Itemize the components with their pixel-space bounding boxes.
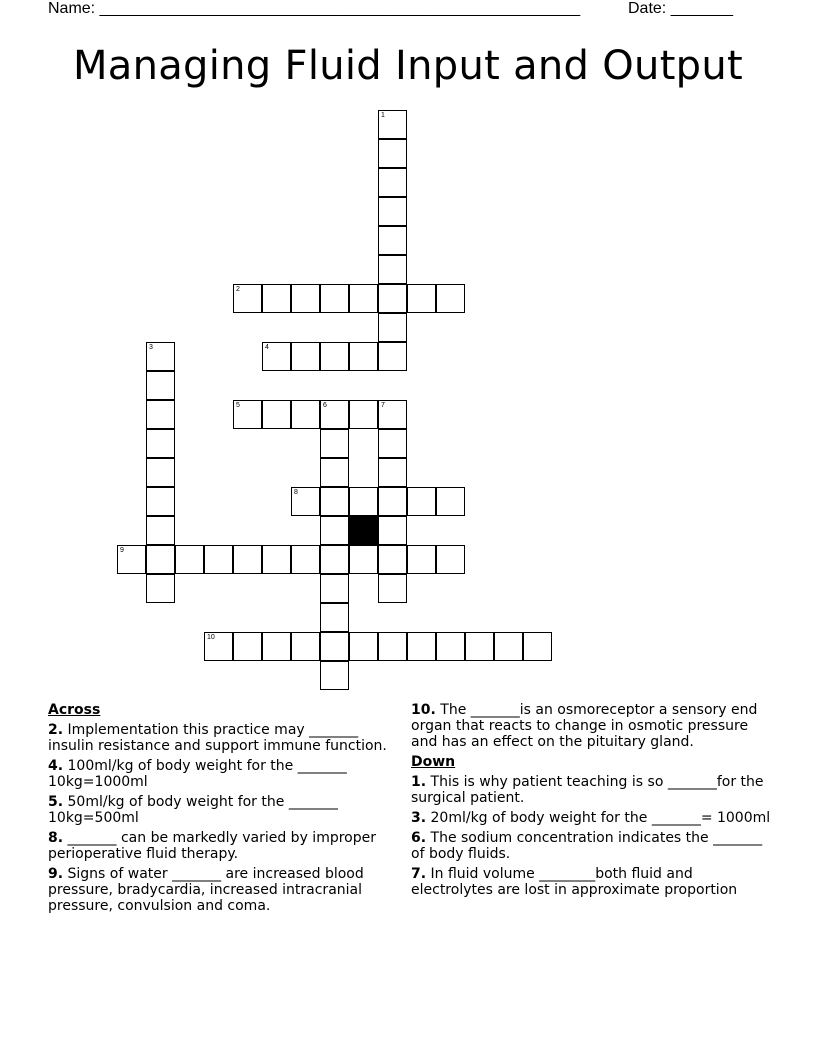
cell-clue-number: 10: [207, 634, 215, 641]
across-clue-4: [48, 758, 398, 790]
crossword-cell[interactable]: [407, 487, 436, 516]
clue-text: This is why patient teaching is so _______for the surgical patient.: [411, 774, 764, 806]
crossword-cell[interactable]: [291, 545, 320, 574]
crossword-cell[interactable]: [204, 545, 233, 574]
clue-text: 100ml/kg of body weight for the _______ 10kg=1000ml: [48, 758, 347, 790]
crossword-cell[interactable]: [291, 400, 320, 429]
crossword-cell[interactable]: [320, 487, 349, 516]
clue-number: 1.: [411, 774, 427, 790]
crossword-cell[interactable]: [146, 545, 175, 574]
clue-text: The _______is an osmoreceptor a sensory end organ that reacts to change in osmotic pressure and has an effect on the pituitary gland.: [411, 702, 758, 750]
clue-number: 8.: [48, 830, 64, 846]
crossword-cell[interactable]: [378, 197, 407, 226]
crossword-cell[interactable]: [233, 545, 262, 574]
crossword-cell[interactable]: [146, 400, 175, 429]
crossword-cell[interactable]: [378, 632, 407, 661]
crossword-cell[interactable]: [378, 400, 407, 429]
cell-clue-number: 6: [323, 402, 327, 409]
crossword-cell[interactable]: [320, 429, 349, 458]
crossword-cell[interactable]: [523, 632, 552, 661]
crossword-cell[interactable]: [378, 255, 407, 284]
crossword-black-square: [349, 516, 378, 545]
down-clue-7: [411, 866, 771, 898]
across-clue-5: [48, 794, 398, 826]
crossword-cell[interactable]: [146, 574, 175, 603]
down-heading: Down: [411, 754, 456, 770]
crossword-cell[interactable]: [146, 342, 175, 371]
crossword-cell[interactable]: [175, 545, 204, 574]
crossword-cell[interactable]: [320, 342, 349, 371]
crossword-cell[interactable]: [349, 284, 378, 313]
crossword-cell[interactable]: [378, 458, 407, 487]
crossword-cell[interactable]: [349, 545, 378, 574]
down-clue-6: [411, 830, 771, 862]
crossword-cell[interactable]: [262, 400, 291, 429]
crossword-cell[interactable]: [465, 632, 494, 661]
clue-number: 2.: [48, 722, 64, 738]
clues-right-column: [411, 702, 771, 902]
across-heading: Across: [48, 702, 101, 718]
crossword-cell[interactable]: [378, 574, 407, 603]
crossword-cell[interactable]: [262, 342, 291, 371]
clue-number: 9.: [48, 866, 64, 882]
clue-text: 50ml/kg of body weight for the _______ 10kg=500ml: [48, 794, 338, 826]
cell-clue-number: 1: [381, 112, 385, 119]
crossword-cell[interactable]: [320, 574, 349, 603]
crossword-cell[interactable]: [320, 516, 349, 545]
cell-clue-number: 3: [149, 344, 153, 351]
crossword-cell[interactable]: [378, 342, 407, 371]
crossword-cell[interactable]: [262, 545, 291, 574]
crossword-cell[interactable]: [407, 284, 436, 313]
crossword-cell[interactable]: [378, 168, 407, 197]
clue-number: 3.: [411, 810, 427, 826]
crossword-cell[interactable]: [436, 632, 465, 661]
crossword-cell[interactable]: [436, 284, 465, 313]
crossword-cell[interactable]: [320, 458, 349, 487]
crossword-cell[interactable]: [291, 632, 320, 661]
across-clue-8: [48, 830, 398, 862]
crossword-cell[interactable]: [436, 487, 465, 516]
down-clue-3: [411, 810, 771, 826]
clues-left-column: [48, 702, 398, 918]
crossword-cell[interactable]: [320, 400, 349, 429]
cell-clue-number: 8: [294, 489, 298, 496]
crossword-cell[interactable]: [146, 516, 175, 545]
clue-text: _______ can be markedly varied by improper perioperative fluid therapy.: [48, 830, 376, 862]
clue-text: Signs of water _______ are increased blood pressure, bradycardia, increased intracranial pressure, convulsion and coma.: [48, 866, 364, 914]
crossword-cell[interactable]: [378, 284, 407, 313]
crossword-cell[interactable]: [291, 487, 320, 516]
crossword-cell[interactable]: [233, 632, 262, 661]
page-title: Managing Fluid Input and Output: [72, 43, 744, 89]
crossword-cell[interactable]: [146, 429, 175, 458]
clue-number: 5.: [48, 794, 64, 810]
clue-text: In fluid volume ________both fluid and electrolytes are lost in approximate proportion: [411, 866, 738, 898]
crossword-cell[interactable]: [262, 632, 291, 661]
clue-text: 20ml/kg of body weight for the _______= 1000ml: [430, 810, 771, 826]
crossword-cell[interactable]: [378, 545, 407, 574]
date-field-label: Date: _______: [628, 0, 733, 17]
crossword-cell[interactable]: [349, 487, 378, 516]
crossword-cell[interactable]: [146, 487, 175, 516]
crossword-cell[interactable]: [378, 110, 407, 139]
cell-clue-number: 4: [265, 344, 269, 351]
crossword-cell[interactable]: [320, 545, 349, 574]
crossword-cell[interactable]: [378, 313, 407, 342]
down-clue-1: [411, 774, 771, 806]
crossword-cell[interactable]: [291, 284, 320, 313]
cell-clue-number: 7: [381, 402, 385, 409]
crossword-cell[interactable]: [378, 516, 407, 545]
crossword-cell[interactable]: [262, 284, 291, 313]
cell-clue-number: 9: [120, 547, 124, 554]
clue-number: 4.: [48, 758, 64, 774]
crossword-cell[interactable]: [494, 632, 523, 661]
crossword-cell[interactable]: [320, 632, 349, 661]
cell-clue-number: 5: [236, 402, 240, 409]
crossword-cell[interactable]: [291, 342, 320, 371]
crossword-cell[interactable]: [233, 284, 262, 313]
crossword-cell[interactable]: [349, 632, 378, 661]
crossword-cell[interactable]: [378, 139, 407, 168]
crossword-cell[interactable]: [320, 661, 349, 690]
name-field-label: Name: ______________________________________________________: [48, 0, 581, 17]
clue-number: 10.: [411, 702, 436, 718]
crossword-cell[interactable]: [436, 545, 465, 574]
clue-text: Implementation this practice may _______ insulin resistance and support immune function.: [48, 722, 387, 754]
crossword-cell[interactable]: [378, 226, 407, 255]
crossword-cell[interactable]: [117, 545, 146, 574]
crossword-cell[interactable]: [407, 545, 436, 574]
across-clue-2: [48, 722, 398, 754]
across-clue-10: [411, 702, 771, 750]
crossword-cell[interactable]: [349, 400, 378, 429]
crossword-cell[interactable]: [320, 284, 349, 313]
crossword-cell[interactable]: [233, 400, 262, 429]
crossword-cell[interactable]: [407, 632, 436, 661]
crossword-cell[interactable]: [146, 458, 175, 487]
crossword-cell[interactable]: [146, 371, 175, 400]
crossword-cell[interactable]: [349, 342, 378, 371]
crossword-cell[interactable]: [320, 603, 349, 632]
crossword-cell[interactable]: [378, 487, 407, 516]
crossword-cell[interactable]: [378, 429, 407, 458]
across-clue-9: [48, 866, 398, 914]
crossword-cell[interactable]: [204, 632, 233, 661]
clue-text: The sodium concentration indicates the _______ of body fluids.: [411, 830, 763, 862]
cell-clue-number: 2: [236, 286, 240, 293]
clue-number: 7.: [411, 866, 427, 882]
clue-number: 6.: [411, 830, 427, 846]
